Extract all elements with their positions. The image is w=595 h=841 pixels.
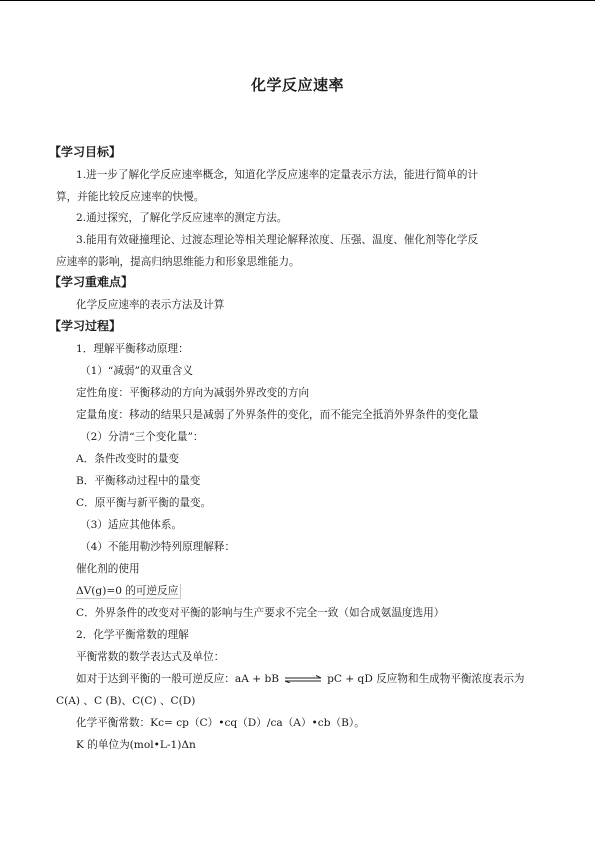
key-heading: 【学习重难点】	[49, 275, 134, 289]
reversible-arrow-icon	[283, 675, 323, 683]
process-line-15: 平衡常数的数学表达式及单位：	[76, 651, 225, 663]
process-line-7: B．平衡移动过程中的量变	[76, 475, 201, 487]
reaction-right: pC + qD 反应物和生成物平衡浓度表示为	[327, 673, 525, 685]
key-point: 化学反应速率的表示方法及计算	[76, 299, 225, 311]
process-line-10: （4）不能用勒沙特列原理解释：	[80, 541, 236, 553]
reaction-left: 如对于达到平衡的一般可逆反应：aA + bB	[76, 673, 280, 685]
goal-3-line-2: 应速率的影响，提高归纳思维能力和形象思维能力。	[56, 256, 300, 268]
process-line-18: 化学平衡常数：Kc= cp（C）•cq（D）/ca（A）•cb（B）。	[76, 717, 365, 729]
process-line-6: A．条件改变时的量变	[76, 453, 179, 465]
process-line-5: （2）分清“三个变化量”：	[80, 431, 204, 443]
goal-1-line-1: 1.进一步了解化学反应速率概念，知道化学反应速率的定量表示方法，能进行简单的计	[76, 169, 479, 181]
goal-3-line-1: 3.能用有效碰撞理论、过渡态理论等相关理论解释浓度、压强、温度、催化剂等化学反	[76, 234, 479, 246]
process-line-1: 1．理解平衡移动原理：	[76, 343, 189, 355]
process-line-9: （3）适应其他体系。	[80, 519, 183, 531]
process-line-3: 定性角度：平衡移动的方向为减弱外界改变的方向	[76, 387, 310, 399]
process-line-4: 定量角度：移动的结果只是减弱了外界条件的变化，而不能完全抵消外界条件的变化量	[76, 409, 479, 421]
goal-2: 2.通过探究，了解化学反应速率的测定方法。	[76, 212, 288, 224]
top-rule	[0, 0, 595, 1]
page-title: 化学反应速率	[250, 76, 344, 94]
process-line-11: 催化剂的使用	[76, 563, 140, 575]
process-line-19: K 的单位为(mol•L-1)Δn	[76, 739, 196, 751]
process-line-14: 2．化学平衡常数的理解	[76, 629, 189, 641]
goal-1-line-2: 算，并能比较反应速率的快慢。	[56, 191, 205, 203]
process-line-16	[76, 672, 544, 686]
process-line-13: C．外界条件的改变对平衡的影响与生产要求不完全一致（如合成氨温度选用）	[76, 607, 445, 619]
process-line-8: C．原平衡与新平衡的量变。	[76, 497, 212, 509]
process-line-12	[76, 584, 544, 599]
goals-heading: 【学习目标】	[49, 145, 122, 159]
process-heading: 【学习过程】	[49, 319, 122, 333]
process-line-2: （1）“减弱”的双重含义	[80, 365, 193, 377]
process-line-17: C(A) 、C (B)、C(C) 、C(D)	[56, 695, 196, 707]
delta-v-expression: ΔV(g)=0 的可逆反应	[76, 584, 181, 599]
